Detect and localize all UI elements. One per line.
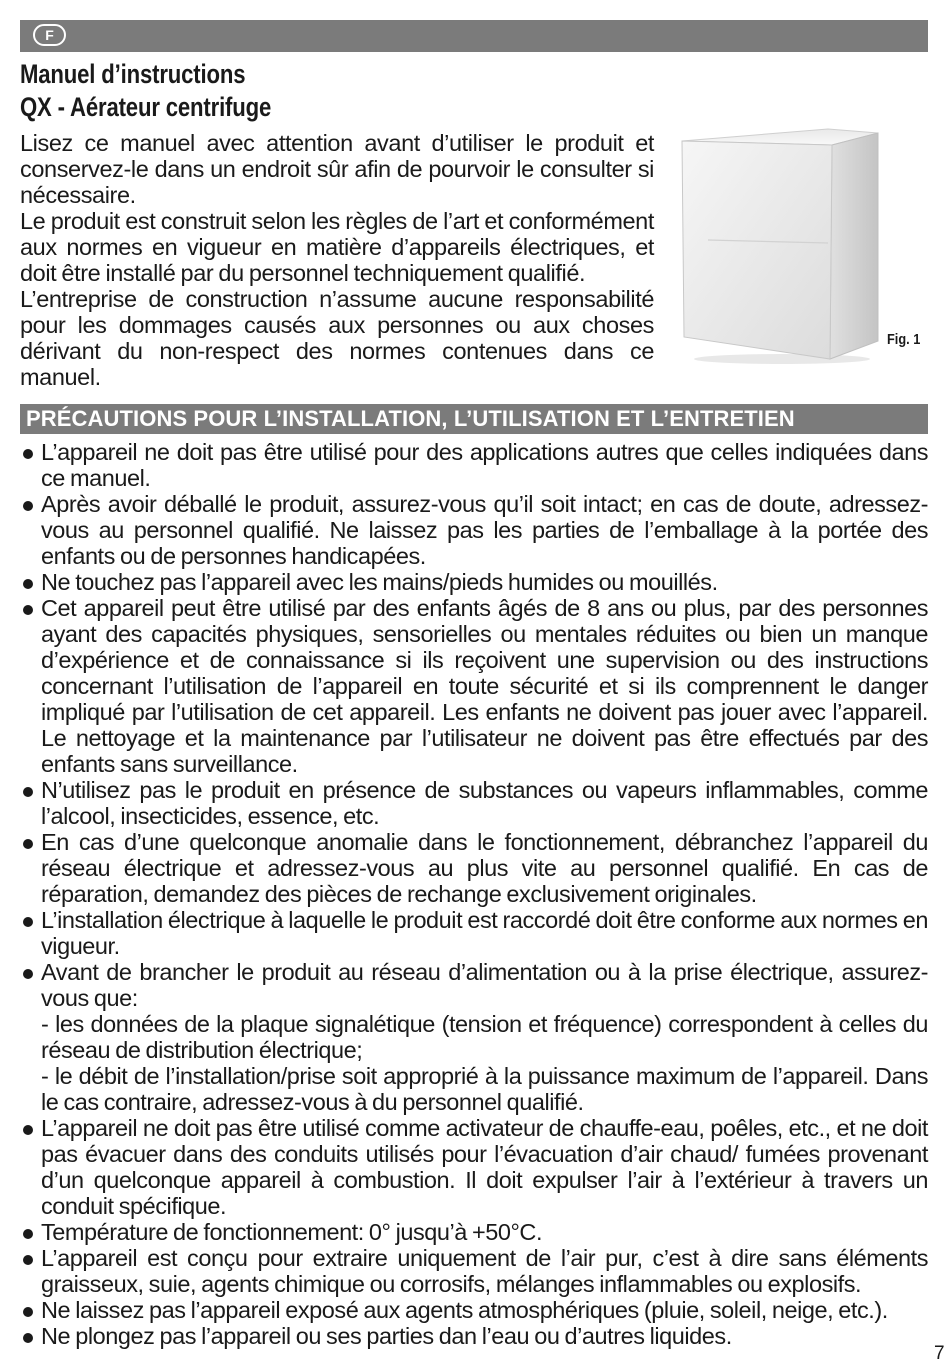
list-item [20,829,928,907]
intro-text [20,130,654,390]
list-item [20,907,928,959]
sub-item: - le débit de l’installation/prise soit approprié à la puissance maximum de l’appareil. Dans le cas contraire, adressez-vous à du personnel qualifié. [41,1063,928,1115]
list-item [20,1297,928,1323]
list-item [20,1115,928,1219]
list-item-text: En cas d’une quelconque anomalie dans le fonctionnement, débranchez l’appareil du réseau électrique et adressez-vous au plus vite au personnel qualifié. En cas de réparation, demandez des pièces de rechange exclusivement originales. [41,829,928,907]
intro-paragraph: Le produit est construit selon les règles de l’art et conformément aux normes en vigueur en matière d’appareils électriques, et doit être installé par du personnel techniquement qualifié. [20,208,654,286]
list-item [20,1323,928,1349]
list-item-text: L’appareil est conçu pour extraire uniquement de l’air pur, c’est à dire sans éléments graisseux, suie, agents chimique ou corrosifs, mélanges inflammables ou explosifs. [41,1245,928,1297]
list-item [20,1219,928,1245]
list-item-text: Après avoir déballé le produit, assurez-vous qu’il soit intact; en cas de doute, adressez-vous au personnel qualifié. Ne laissez pas les parties de l’emballage à la portée des enfants ou de personnes handicapées. [41,491,928,569]
list-item-text: Ne touchez pas l’appareil avec les mains/pieds humides ou mouillés. [41,569,718,595]
list-item [20,569,928,595]
title-line-1: Manuel d’instructions [20,59,246,89]
list-item-text: Température de fonctionnement: 0° jusqu’à +50°C. [41,1219,543,1245]
product-image [678,123,882,365]
sub-item: - les données de la plaque signalétique (tension et fréquence) correspondent à celles du réseau de distribution électrique; [41,1011,928,1063]
list-item [20,1245,928,1297]
list-item-text: Ne laissez pas l’appareil exposé aux agents atmosphériques (pluie, soleil, neige, etc.). [41,1297,888,1323]
section-header-bar [20,404,928,434]
list-item [20,959,928,1115]
list-item-text: Cet appareil peut être utilisé par des enfants âgés de 8 ans ou plus, par des personnes ayant des capacités physiques, sensorielles ou mentales réduites ou bien un manque d’expérience et de connaissance si ils reçoivent une supervision ou des instructions concernant l’utilisation de l’appareil en toute sécurité et si ils comprennent le danger impliqué par l’utilisation de cet appareil. Les enfants ne doivent pas jouer avec l’appareil. Le nettoyage et la maintenance par l’utilisateur ne doivent pas être effectués par des enfants sans surveillance. [41,595,928,777]
list-item-text: Ne plongez pas l’appareil ou ses parties dan l’eau ou d’autres liquides. [41,1323,732,1349]
list-item [20,439,928,491]
language-badge: F [33,24,66,46]
page-title [20,58,271,124]
intro-paragraph: L’entreprise de construction n’assume aucune responsabilité pour les dommages causés aux personnes ou aux choses dérivant du non-respect des normes contenues dans ce manuel. [20,286,654,390]
list-item-text: N’utilisez pas le produit en présence de substances ou vapeurs inflammables, comme l’alcool, insecticides, essence, etc. [41,777,928,829]
page-number: 7 [934,1343,945,1364]
list-item-text: L’installation électrique à laquelle le produit est raccordé doit être conforme aux normes en vigueur. [41,907,928,959]
header-bar [20,20,928,52]
list-item-text: Avant de brancher le produit au réseau d’alimentation ou à la prise électrique, assurez-vous que: [41,959,928,1011]
title-line-2: QX - Aérateur centrifuge [20,92,272,122]
list-item-text: L’appareil ne doit pas être utilisé comme activateur de chauffe-eau, poêles, etc., et ne doit pas évacuer dans des conduits utilisés pour l’évacuation d’air chaud/ fumées provenant d’un quelconque appareil à combustion. Il doit expulser l’air à l’extérieur à travers un conduit spécifique. [41,1115,928,1219]
section-title: PRÉCAUTIONS POUR L’INSTALLATION, L’UTILISATION ET L’ENTRETIEN [26,406,795,431]
figure-label: Fig. 1 [887,331,921,348]
list-item [20,595,928,777]
precautions-list [20,439,928,1349]
intro-paragraph: Lisez ce manuel avec attention avant d’utiliser le produit et conservez-le dans un endroit sûr afin de pourvoir le consulter si nécessaire. [20,130,654,208]
list-item [20,491,928,569]
list-item [20,777,928,829]
list-item-text: L’appareil ne doit pas être utilisé pour des applications autres que celles indiquées dans ce manuel. [41,439,928,491]
